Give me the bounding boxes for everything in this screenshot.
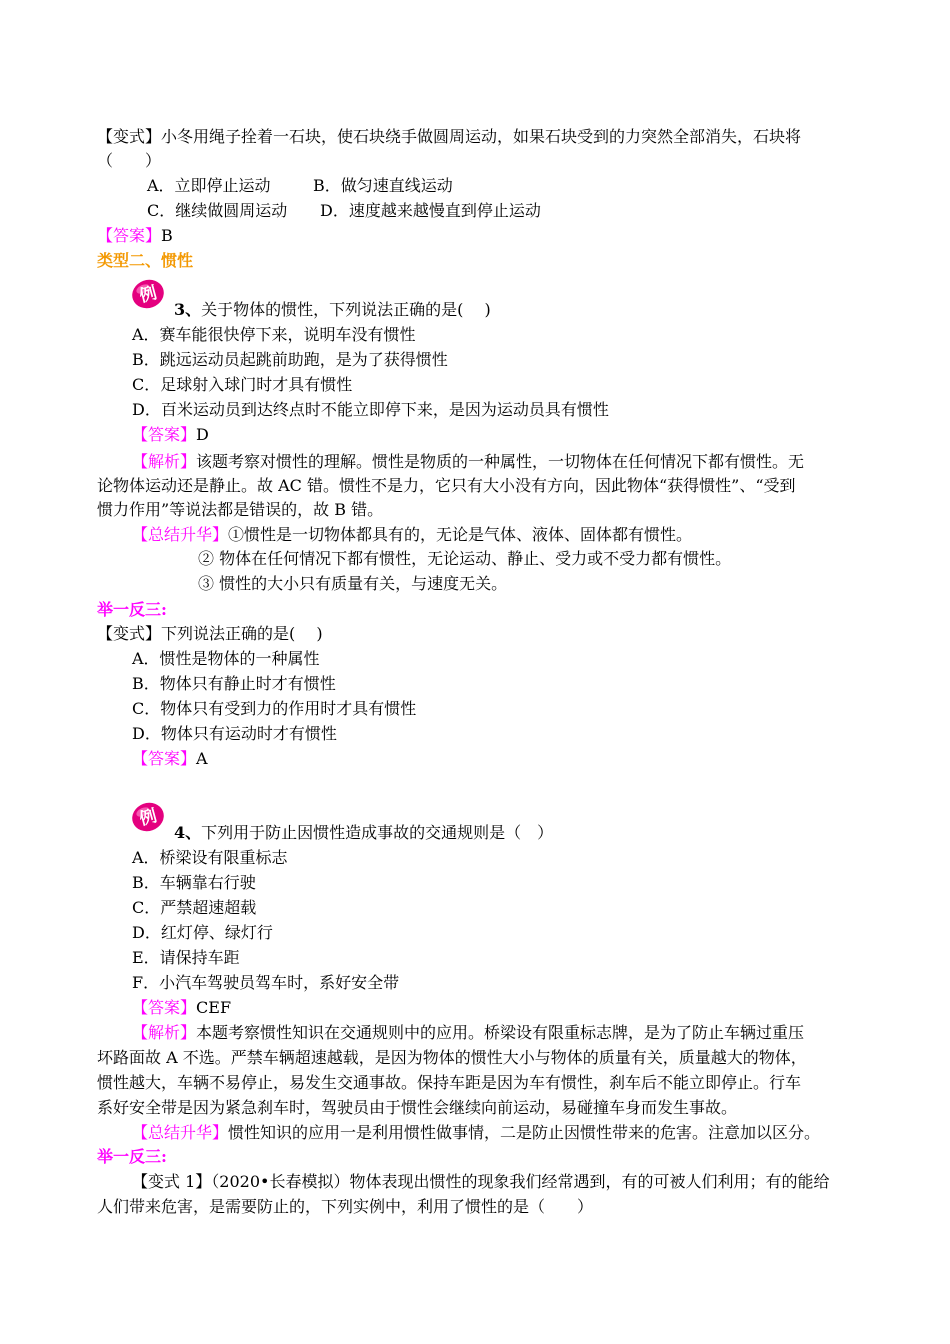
ex4-jiexi-line3: 惯性越大，车辆不易停止，易发生交通事故。保持车距是因为车有惯性，刹车后不能立即停止。行车 xyxy=(97,1073,802,1092)
ex3-number: 3、 xyxy=(174,300,202,319)
section-title-type2: 类型二、惯性 xyxy=(97,251,194,270)
ex4-question: 下列用于防止因惯性造成事故的交通规则是（ ） xyxy=(201,823,554,842)
ex3-optB: B．跳远运动员起跳前助跑，是为了获得惯性 xyxy=(132,350,448,369)
bianshi2-line1 xyxy=(132,1172,829,1192)
ex4-optD: D．红灯停、绿灯行 xyxy=(132,923,273,942)
ex3-optA: A．赛车能很快停下来，说明车没有惯性 xyxy=(132,325,416,344)
bianshi0-optC: C．继续做圆周运动 xyxy=(147,201,288,220)
ex4-jiexi-line1 xyxy=(132,1023,804,1043)
ex3-summary-line3: ③ 惯性的大小只有质量有关，与速度无关。 xyxy=(198,574,508,593)
bianshi1-optA: A．惯性是物体的一种属性 xyxy=(132,649,320,668)
bianshi0-line1 xyxy=(97,127,801,147)
juyi-heading-1: 举一反三: xyxy=(97,600,167,619)
ex3-jiexi-line1 xyxy=(132,452,804,472)
ex4-question-line xyxy=(174,823,553,843)
jiexi-tag: 【解析】 xyxy=(132,452,197,471)
ex4-optE: E．请保持车距 xyxy=(132,948,240,967)
answer-value: CEF xyxy=(196,998,232,1017)
bianshi1-tag: 【变式】 xyxy=(97,624,162,643)
bianshi2-tag: 【变式 1】 xyxy=(132,1172,212,1191)
ex4-optB: B．车辆靠右行驶 xyxy=(132,873,256,892)
bianshi2-text1: （2020•长春模拟）物体表现出惯性的现象我们经常遇到，有的可被人们利用；有的能给 xyxy=(211,1172,830,1191)
ex3-question: 关于物体的惯性，下列说法正确的是( ) xyxy=(201,300,491,319)
ex3-answer xyxy=(132,425,209,445)
bianshi1-answer xyxy=(132,749,208,769)
bianshi1-question: 下列说法正确的是( ) xyxy=(161,624,323,643)
answer-value: A xyxy=(196,749,208,768)
jiexi-tag: 【解析】 xyxy=(132,1023,197,1042)
bianshi0-optD: D．速度越来越慢直到停止运动 xyxy=(320,201,541,220)
bianshi0-text1: 小冬用绳子拴着一石块，使石块绕手做圆周运动，如果石块受到的力突然全部消失，石块将 xyxy=(161,127,802,146)
bianshi0-tag: 【变式】 xyxy=(97,127,162,146)
bianshi0-answer xyxy=(97,226,173,246)
answer-tag: 【答案】 xyxy=(97,226,162,245)
summary-tag: 【总结升华】 xyxy=(132,1123,229,1142)
example-badge-label: 例 xyxy=(137,806,160,830)
jiexi-text: 本题考察惯性知识在交通规则中的应用。桥梁设有限重标志牌，是为了防止车辆过重压 xyxy=(196,1023,805,1042)
answer-tag: 【答案】 xyxy=(132,998,197,1017)
ex4-optF: F．小汽车驾驶员驾车时，系好安全带 xyxy=(132,973,400,992)
bianshi1-question-line xyxy=(97,624,323,644)
example-badge-icon xyxy=(130,800,168,832)
bianshi1-optB: B．物体只有静止时才有惯性 xyxy=(132,674,336,693)
ex3-jiexi-line3: 惯力作用”等说法都是错误的，故 B 错。 xyxy=(97,500,384,519)
answer-value: B xyxy=(161,226,173,245)
ex4-optC: C．严禁超速超载 xyxy=(132,898,257,917)
answer-tag: 【答案】 xyxy=(132,749,197,768)
ex3-optD: D．百米运动员到达终点时不能立即停下来，是因为运动员具有惯性 xyxy=(132,400,609,419)
ex3-summary-line1 xyxy=(132,525,692,545)
answer-value: D xyxy=(196,425,209,444)
ex4-jiexi-line2: 坏路面故 A 不选。严禁车辆超速越载，是因为物体的惯性大小与物体的质量有关，质量越大的物体， xyxy=(97,1048,807,1067)
ex3-summary-line2: ② 物体在任何情况下都有惯性，无论运动、静止、受力或不受力都有惯性。 xyxy=(198,549,732,568)
summary-tag: 【总结升华】 xyxy=(132,525,229,544)
example-badge-label: 例 xyxy=(137,283,160,307)
juyi-heading-2: 举一反三: xyxy=(97,1147,167,1166)
bianshi0-optA: A．立即停止运动 xyxy=(147,176,271,195)
answer-tag: 【答案】 xyxy=(132,425,197,444)
ex4-number: 4、 xyxy=(174,823,202,842)
ex4-optA: A．桥梁设有限重标志 xyxy=(132,848,288,867)
bianshi1-optD: D．物体只有运动时才有惯性 xyxy=(132,724,337,743)
ex4-summary-line1 xyxy=(132,1123,820,1143)
ex3-question-line xyxy=(174,300,491,320)
ex3-optC: C．足球射入球门时才具有惯性 xyxy=(132,375,353,394)
ex3-jiexi-line2: 论物体运动还是静止。故 AC 错。惯性不是力，它只有大小没有方向，因此物体“获得惯性”、“受到 xyxy=(97,476,796,495)
summary-text: ①惯性是一切物体都具有的，无论是气体、液体、固体都有惯性。 xyxy=(228,525,693,544)
bianshi1-optC: C．物体只有受到力的作用时才具有惯性 xyxy=(132,699,417,718)
bianshi2-line2: 人们带来危害，是需要防止的，下列实例中，利用了惯性的是（ ） xyxy=(97,1197,594,1216)
bianshi0-optB: B．做匀速直线运动 xyxy=(313,176,453,195)
summary-text: 惯性知识的应用一是利用惯性做事情，二是防止因惯性带来的危害。注意加以区分。 xyxy=(228,1123,821,1142)
ex4-answer xyxy=(132,998,231,1018)
example-badge-icon xyxy=(130,277,168,309)
ex4-jiexi-line4: 系好安全带是因为紧急刹车时，驾驶员由于惯性会继续向前运动，易碰撞车身而发生事故。 xyxy=(97,1098,738,1117)
bianshi0-text2: （ ） xyxy=(97,151,162,170)
jiexi-text: 该题考察对惯性的理解。惯性是物质的一种属性，一切物体在任何情况下都有惯性。无 xyxy=(196,452,805,471)
